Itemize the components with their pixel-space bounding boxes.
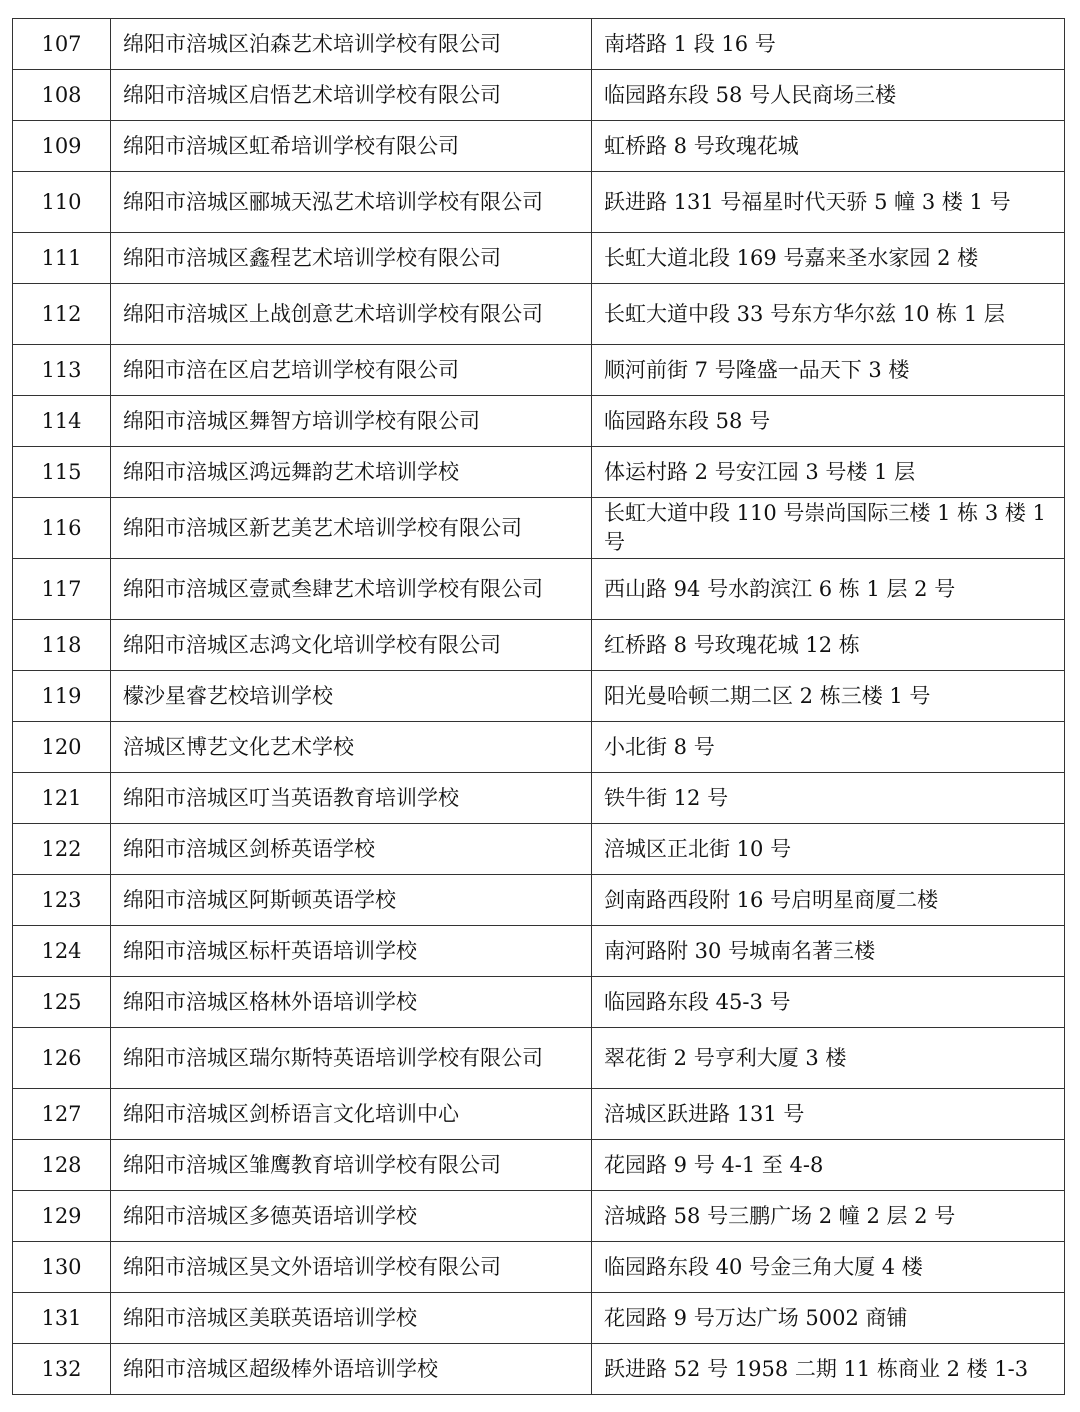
table-row [13,773,1065,824]
school-address [592,345,1065,396]
school-address-text: 红桥路 8 号玫瑰花城 12 栋 [604,632,860,657]
school-name [111,1089,592,1140]
row-number: 109 [13,121,111,172]
school-address-text: 南河路附 30 号城南名著三楼 [604,938,876,963]
school-address-text: 长虹大道中段 110 号崇尚国际三楼 1 栋 3 楼 1 号 [604,501,1046,554]
school-name-text: 绵阳市涪城区志鸿文化培训学校有限公司 [123,632,501,657]
school-name [111,977,592,1028]
table-row [13,875,1065,926]
school-name [111,1242,592,1293]
table-row [13,233,1065,284]
row-number: 118 [13,620,111,671]
row-number: 108 [13,70,111,121]
school-address [592,977,1065,1028]
row-number: 123 [13,875,111,926]
school-name [111,284,592,345]
school-address [592,1293,1065,1344]
school-name-text: 绵阳市涪城区昊文外语培训学校有限公司 [123,1254,501,1279]
school-name-text: 绵阳市涪城区鑫程艺术培训学校有限公司 [123,245,501,270]
school-name-text: 绵阳市涪城区剑桥语言文化培训中心 [123,1101,459,1126]
school-name [111,498,592,559]
school-name [111,233,592,284]
school-address-text: 顺河前街 7 号隆盛一品天下 3 楼 [604,357,910,382]
table-row [13,926,1065,977]
school-address [592,1344,1065,1395]
school-name [111,620,592,671]
school-address-text: 临园路东段 58 号人民商场三楼 [604,82,897,107]
school-list-body [13,19,1065,1395]
table-row [13,1140,1065,1191]
school-address [592,1089,1065,1140]
row-number: 131 [13,1293,111,1344]
table-row [13,1344,1065,1395]
row-number: 130 [13,1242,111,1293]
school-address [592,671,1065,722]
school-name-text: 绵阳市涪城区格林外语培训学校 [123,989,417,1014]
school-address [592,559,1065,620]
row-number: 113 [13,345,111,396]
school-list-sheet [12,18,1064,1395]
table-row [13,172,1065,233]
row-number: 115 [13,447,111,498]
school-address [592,498,1065,559]
school-address-text: 跃进路 52 号 1958 二期 11 栋商业 2 楼 1-3 [604,1356,1029,1381]
school-address [592,1242,1065,1293]
school-name-text: 绵阳市涪城区阿斯顿英语学校 [123,887,396,912]
row-number: 126 [13,1028,111,1089]
table-row [13,559,1065,620]
school-name [111,172,592,233]
school-address [592,172,1065,233]
school-name-text: 绵阳市涪城区剑桥英语学校 [123,836,375,861]
school-address-text: 临园路东段 58 号 [604,408,771,433]
school-name-text: 绵阳市涪城区鸿远舞韵艺术培训学校 [123,459,459,484]
school-name-text: 檬沙星睿艺校培训学校 [123,683,333,708]
row-number: 128 [13,1140,111,1191]
school-name-text: 绵阳市涪城区雏鹰教育培训学校有限公司 [123,1152,501,1177]
row-number: 120 [13,722,111,773]
school-name [111,1140,592,1191]
row-number: 112 [13,284,111,345]
table-row [13,19,1065,70]
school-address-text: 跃进路 131 号福星时代天骄 5 幢 3 楼 1 号 [604,189,1011,214]
school-address-text: 虹桥路 8 号玫瑰花城 [604,133,799,158]
row-number: 124 [13,926,111,977]
table-row [13,620,1065,671]
school-address [592,233,1065,284]
school-name-text: 绵阳市涪在区启艺培训学校有限公司 [123,357,459,382]
row-number: 110 [13,172,111,233]
school-address [592,1140,1065,1191]
school-address-text: 涪城路 58 号三鹏广场 2 幢 2 层 2 号 [604,1203,956,1228]
school-name [111,70,592,121]
school-name-text: 涪城区博艺文化艺术学校 [123,734,354,759]
school-address [592,1191,1065,1242]
table-row [13,498,1065,559]
school-address-text: 体运村路 2 号安江园 3 号楼 1 层 [604,459,916,484]
school-name-text: 绵阳市涪城区叮当英语教育培训学校 [123,785,459,810]
school-name [111,1293,592,1344]
school-address-text: 花园路 9 号万达广场 5002 商铺 [604,1305,908,1330]
school-name-text: 绵阳市涪城区上战创意艺术培训学校有限公司 [123,301,543,326]
row-number: 116 [13,498,111,559]
table-row [13,1028,1065,1089]
row-number: 117 [13,559,111,620]
school-name [111,722,592,773]
table-row [13,824,1065,875]
table-row [13,121,1065,172]
table-row [13,671,1065,722]
table-row [13,722,1065,773]
school-address [592,875,1065,926]
school-address-text: 阳光曼哈顿二期二区 2 栋三楼 1 号 [604,683,931,708]
school-name [111,773,592,824]
school-address [592,773,1065,824]
row-number: 119 [13,671,111,722]
row-number: 129 [13,1191,111,1242]
school-name [111,345,592,396]
row-number: 122 [13,824,111,875]
school-address-text: 铁牛街 12 号 [604,785,729,810]
table-row [13,396,1065,447]
school-address-text: 临园路东段 45-3 号 [604,989,791,1014]
school-address [592,1028,1065,1089]
row-number: 127 [13,1089,111,1140]
school-name [111,1028,592,1089]
school-address-text: 小北街 8 号 [604,734,715,759]
school-address-text: 剑南路西段附 16 号启明星商厦二楼 [604,887,939,912]
school-address-text: 翠花街 2 号亨利大厦 3 楼 [604,1045,847,1070]
row-number: 132 [13,1344,111,1395]
school-address-text: 涪城区正北街 10 号 [604,836,792,861]
school-address-text: 长虹大道中段 33 号东方华尔兹 10 栋 1 层 [604,301,1005,326]
row-number: 107 [13,19,111,70]
school-address [592,824,1065,875]
school-name [111,1191,592,1242]
school-name [111,396,592,447]
table-row [13,447,1065,498]
school-name [111,671,592,722]
table-row [13,70,1065,121]
school-name [111,875,592,926]
school-name-text: 绵阳市涪城区郦城天泓艺术培训学校有限公司 [123,189,543,214]
school-address-text: 长虹大道北段 169 号嘉来圣水家园 2 楼 [604,245,979,270]
school-name [111,447,592,498]
school-name-text: 绵阳市涪城区超级棒外语培训学校 [123,1356,438,1381]
school-address-text: 临园路东段 40 号金三角大厦 4 楼 [604,1254,923,1279]
school-address [592,19,1065,70]
table-row [13,345,1065,396]
table-row [13,1242,1065,1293]
school-name-text: 绵阳市涪城区美联英语培训学校 [123,1305,417,1330]
school-name-text: 绵阳市涪城区壹贰叁肆艺术培训学校有限公司 [123,576,543,601]
school-name-text: 绵阳市涪城区新艺美艺术培训学校有限公司 [123,515,522,540]
school-name-text: 绵阳市涪城区启悟艺术培训学校有限公司 [123,82,501,107]
school-name [111,824,592,875]
school-name-text: 绵阳市涪城区泊森艺术培训学校有限公司 [123,31,501,56]
school-address [592,722,1065,773]
row-number: 125 [13,977,111,1028]
school-name-text: 绵阳市涪城区虹希培训学校有限公司 [123,133,459,158]
school-name-text: 绵阳市涪城区舞智方培训学校有限公司 [123,408,480,433]
row-number: 121 [13,773,111,824]
table-row [13,284,1065,345]
school-address-text: 南塔路 1 段 16 号 [604,31,776,56]
table-row [13,1293,1065,1344]
school-address-text: 西山路 94 号水韵滨江 6 栋 1 层 2 号 [604,576,956,601]
school-address [592,70,1065,121]
school-address-text: 涪城区跃进路 131 号 [604,1101,805,1126]
school-name [111,926,592,977]
table-row [13,977,1065,1028]
row-number: 114 [13,396,111,447]
school-address [592,121,1065,172]
school-name-text: 绵阳市涪城区瑞尔斯特英语培训学校有限公司 [123,1045,543,1070]
school-name [111,1344,592,1395]
school-name [111,121,592,172]
school-name-text: 绵阳市涪城区标杆英语培训学校 [123,938,417,963]
school-name [111,19,592,70]
school-address-text: 花园路 9 号 4-1 至 4-8 [604,1152,824,1177]
school-address [592,284,1065,345]
school-name [111,559,592,620]
table-row [13,1089,1065,1140]
school-name-text: 绵阳市涪城区多德英语培训学校 [123,1203,417,1228]
school-list-table [12,18,1065,1395]
row-number: 111 [13,233,111,284]
school-address [592,447,1065,498]
table-row [13,1191,1065,1242]
school-address [592,396,1065,447]
school-address [592,926,1065,977]
school-address [592,620,1065,671]
